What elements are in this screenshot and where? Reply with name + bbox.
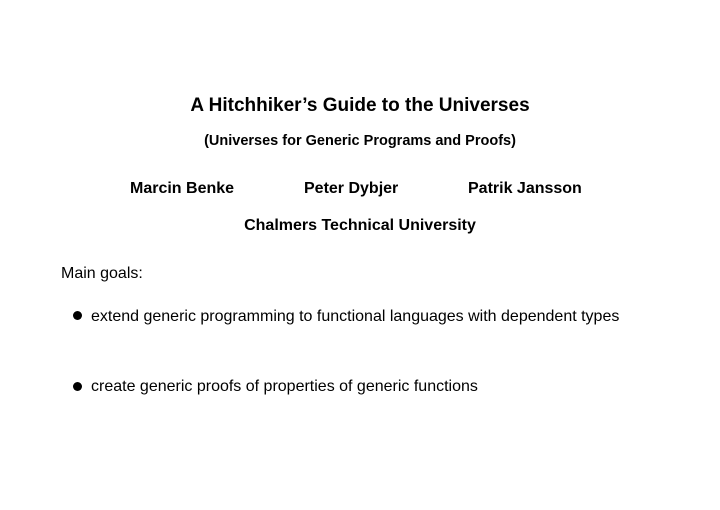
- author-list: [0, 178, 720, 200]
- goal-text: extend generic programming to functional languages with dependent types: [91, 308, 620, 325]
- bullet-icon: [73, 311, 82, 320]
- slide-title: A Hitchhiker’s Guide to the Universes: [190, 95, 530, 116]
- author-name: Marcin Benke: [130, 180, 235, 197]
- author-name: Patrik Jansson: [468, 180, 582, 197]
- author-name: Peter Dybjer: [304, 180, 399, 197]
- bullet-icon: [73, 382, 82, 391]
- affiliation: Chalmers Technical University: [244, 217, 476, 234]
- goals-heading: Main goals:: [61, 265, 143, 282]
- goal-text: create generic proofs of properties of generic functions: [91, 378, 478, 395]
- slide-subtitle: (Universes for Generic Programs and Proofs): [204, 133, 516, 149]
